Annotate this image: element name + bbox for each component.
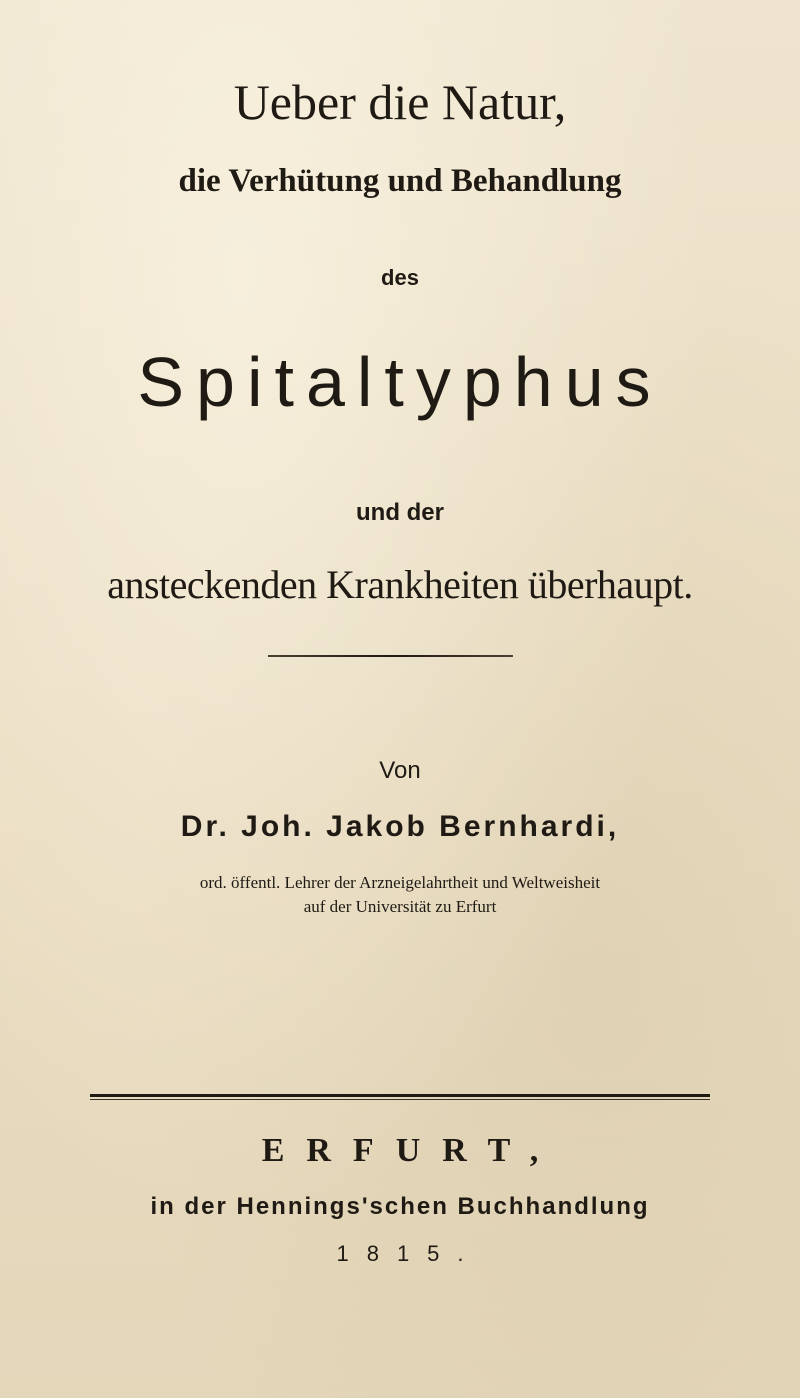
ornamental-rule <box>268 655 513 657</box>
disease-name: Spitaltyphus <box>137 343 663 421</box>
publication-year: 1815. <box>336 1241 482 1266</box>
publication-city: ERFURT, <box>261 1132 561 1169</box>
double-rule <box>90 1094 710 1100</box>
book-title: Ueber die Natur, <box>233 74 567 130</box>
author-prefix: Von <box>379 757 421 784</box>
book-subject: ansteckenden Krankheiten überhaupt. <box>107 562 693 607</box>
subtitle-conjunction: und der <box>356 499 444 526</box>
author-name: Dr. Joh. Jakob Bernhardi, <box>180 810 620 843</box>
book-subtitle: die Verhütung und Behandlung <box>178 163 622 199</box>
author-affiliation-line-1: ord. öffentl. Lehrer der Arzneigelahrtheit und Weltweisheit <box>199 873 601 892</box>
publisher-name: in der Hennings'schen Buchhandlung <box>150 1193 650 1220</box>
author-affiliation-line-2: auf der Universität zu Erfurt <box>303 897 497 916</box>
subtitle-article: des <box>381 265 419 290</box>
